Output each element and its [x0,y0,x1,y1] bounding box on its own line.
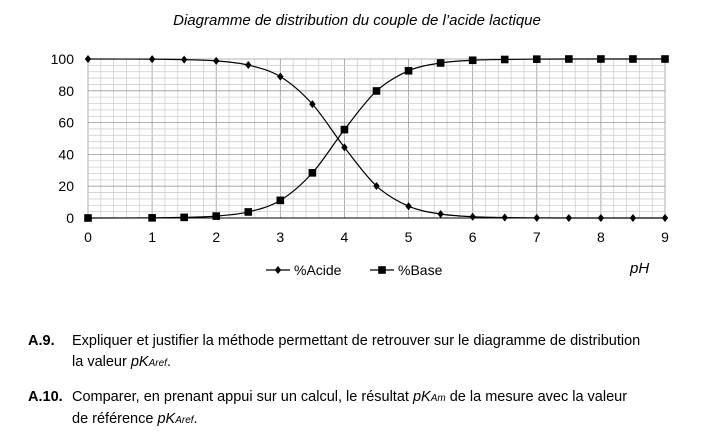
pk-subscript: Aref [175,415,194,426]
x-tick-label: 5 [404,229,413,245]
x-tick-label: 1 [148,229,157,245]
data-point [565,55,573,63]
data-point [277,197,285,205]
y-tick-label: 0 [66,210,74,226]
data-point [148,214,156,222]
x-axis-label: pH [630,260,650,277]
legend-item [370,262,443,278]
series-line [88,59,665,218]
question-line: . [193,411,198,427]
y-tick-label: 100 [50,51,74,67]
data-point [84,214,92,222]
pk-subscript: Aref [148,358,167,369]
y-tick-label: 60 [58,114,74,131]
data-point [661,55,669,63]
chart-series [84,55,669,222]
x-tick-label: 4 [340,229,349,245]
question-line: de la mesure avec la valeur [445,389,628,405]
question-text [72,331,698,374]
x-tick-label: 7 [532,229,541,245]
data-point [149,55,155,63]
data-point [212,212,220,220]
data-point [245,61,251,69]
series-base [84,55,669,222]
chart-legend [266,262,443,278]
pk-symbol: pK [130,354,149,370]
data-point [533,55,541,63]
legend-marker [378,266,386,274]
data-point [277,73,283,81]
question-line: . [166,354,171,370]
y-tick-label: 40 [58,146,74,163]
data-point [405,67,413,75]
question-line: de référence [72,411,158,427]
data-point [597,55,605,63]
data-point [534,214,540,222]
chart-grid [88,59,665,218]
data-point [437,59,445,67]
data-point [405,202,411,210]
legend-marker [275,266,281,274]
data-point [437,210,443,218]
legend-label: %Acide [294,262,342,278]
data-point [501,56,509,64]
x-tick-label: 6 [468,229,477,245]
chart-title: Diagramme de distribution du couple de l’acide lactique [173,12,541,29]
series-line [88,59,665,218]
question-line: la valeur [72,354,131,370]
x-tick-label: 8 [596,229,605,245]
pk-symbol: pK [157,411,176,427]
pk-symbol: pK [412,389,431,405]
data-point [213,57,219,65]
x-tick-label: 2 [212,229,221,245]
data-point [85,55,91,63]
question-text [72,387,698,431]
data-point [181,56,187,64]
data-point [309,169,317,177]
series-acide [85,55,668,222]
pk-subscript: Am [430,393,446,404]
data-point [244,208,252,216]
data-point [630,214,636,222]
data-point [629,55,637,63]
y-tick-label: 80 [58,82,74,99]
question-line: Expliquer et justifier la méthode permettant de retrouver sur le diagramme de distribution [72,333,641,349]
data-point [180,214,188,222]
question-number: A.9. [28,333,55,349]
x-tick-label: 3 [276,229,285,245]
legend-item [266,262,342,278]
legend-label: %Base [398,262,443,278]
data-point [469,213,475,221]
x-tick-label: 0 [84,229,92,245]
data-point [662,214,668,222]
data-point [469,56,477,64]
question-number: A.10. [28,389,63,405]
data-point [598,214,604,222]
data-point [566,214,572,222]
question-line: Comparer, en prenant appui sur un calcul, le résultat [72,389,413,405]
question-a10 [28,387,698,431]
x-tick-label: 9 [661,229,669,245]
y-tick-label: 20 [58,178,74,195]
data-point [341,126,349,134]
data-point [502,214,508,222]
data-point [373,87,381,95]
question-a9 [28,331,698,374]
